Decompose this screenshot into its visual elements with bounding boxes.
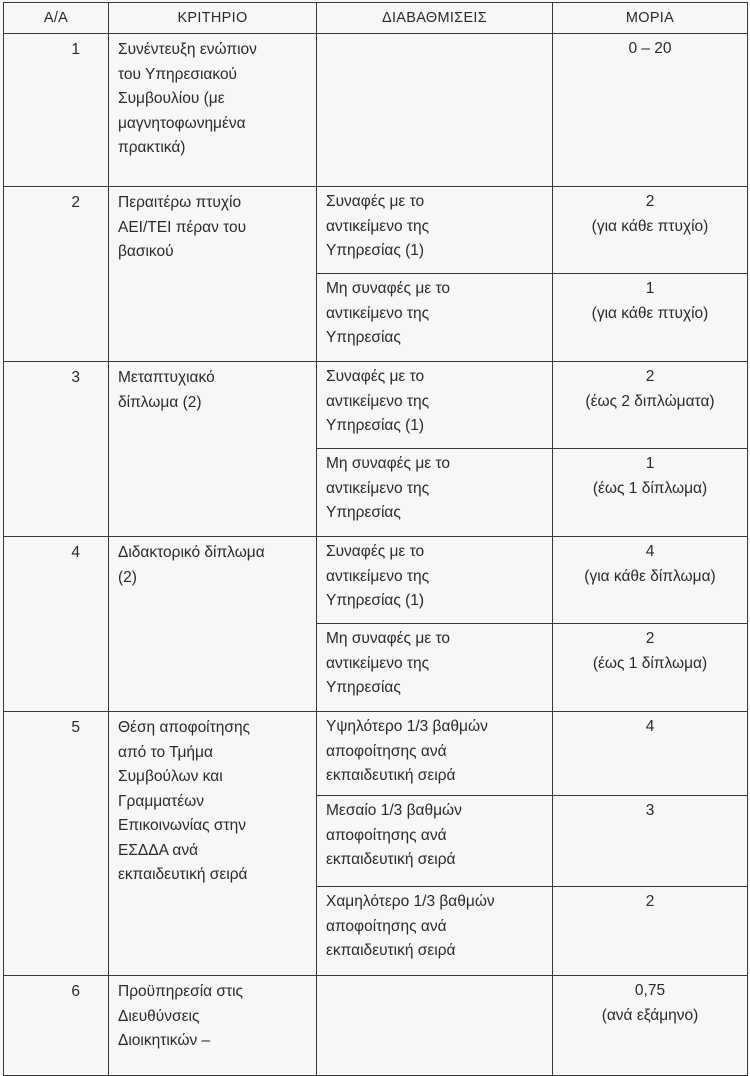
points-cell: 0 – 20: [553, 34, 748, 187]
gradation-cell: Χαμηλότερο 1/3 βαθμών αποφοίτησης ανά εκπαιδευτική σειρά: [317, 887, 553, 976]
header-criterion: ΚΡΙΤΗΡΙΟ: [109, 3, 317, 34]
criterion-cell: Θέση αποφοίτησης από το Τμήμα Συμβούλων και Γραμματέων Επικοινωνίας στην ΕΣΔΔΑ ανά εκπαιδευτική σειρά: [109, 712, 317, 976]
row-number: 2: [4, 187, 109, 362]
points-cell: 2 (για κάθε πτυχίο): [553, 187, 748, 274]
table-row: [4, 712, 748, 796]
criterion-cell: Μεταπτυχιακό δίπλωμα (2): [109, 362, 317, 537]
points-cell: 3: [553, 796, 748, 887]
gradation-cell: Μη συναφές με το αντικείμενο της Υπηρεσίας: [317, 274, 553, 362]
points-cell: 4 (για κάθε δίπλωμα): [553, 537, 748, 624]
points-cell: 2: [553, 887, 748, 976]
row-number: 5: [4, 712, 109, 976]
gradation-cell: [317, 976, 553, 1076]
criteria-table: [3, 2, 748, 1076]
header-gradations: ΔΙΑΒΑΘΜΙΣΕΙΣ: [317, 3, 553, 34]
points-cell: 2 (έως 1 δίπλωμα): [553, 624, 748, 712]
header-aa: Α/Α: [4, 3, 109, 34]
table-row: [4, 537, 748, 624]
gradation-cell: [317, 34, 553, 187]
criterion-cell: Συνέντευξη ενώπιον του Υπηρεσιακού Συμβουλίου (με μαγνητοφωνημένα πρακτικά): [109, 34, 317, 187]
gradation-cell: Συναφές με το αντικείμενο της Υπηρεσίας (1): [317, 537, 553, 624]
points-cell: 1 (για κάθε πτυχίο): [553, 274, 748, 362]
criterion-cell: Περαιτέρω πτυχίο ΑΕΙ/ΤΕΙ πέραν του βασικού: [109, 187, 317, 362]
row-number: 3: [4, 362, 109, 537]
header-row: [4, 3, 748, 34]
table-row: [4, 187, 748, 274]
points-cell: 0,75 (ανά εξάμηνο): [553, 976, 748, 1076]
header-points: ΜΟΡΙΑ: [553, 3, 748, 34]
gradation-cell: Μη συναφές με το αντικείμενο της Υπηρεσίας: [317, 449, 553, 537]
table-row: [4, 362, 748, 449]
row-number: 6: [4, 976, 109, 1076]
gradation-cell: Μεσαίο 1/3 βαθμών αποφοίτησης ανά εκπαιδευτική σειρά: [317, 796, 553, 887]
points-cell: 4: [553, 712, 748, 796]
criterion-cell: Προϋπηρεσία στις Διευθύνσεις Διοικητικών –: [109, 976, 317, 1076]
row-number: 1: [4, 34, 109, 187]
points-cell: 1 (έως 1 δίπλωμα): [553, 449, 748, 537]
gradation-cell: Συναφές με το αντικείμενο της Υπηρεσίας (1): [317, 362, 553, 449]
row-number: 4: [4, 537, 109, 712]
gradation-cell: Μη συναφές με το αντικείμενο της Υπηρεσίας: [317, 624, 553, 712]
table-row: [4, 34, 748, 187]
criterion-cell: Διδακτορικό δίπλωμα (2): [109, 537, 317, 712]
table-row: [4, 976, 748, 1076]
gradation-cell: Συναφές με το αντικείμενο της Υπηρεσίας (1): [317, 187, 553, 274]
gradation-cell: Υψηλότερο 1/3 βαθμών αποφοίτησης ανά εκπαιδευτική σειρά: [317, 712, 553, 796]
points-cell: 2 (έως 2 διπλώματα): [553, 362, 748, 449]
